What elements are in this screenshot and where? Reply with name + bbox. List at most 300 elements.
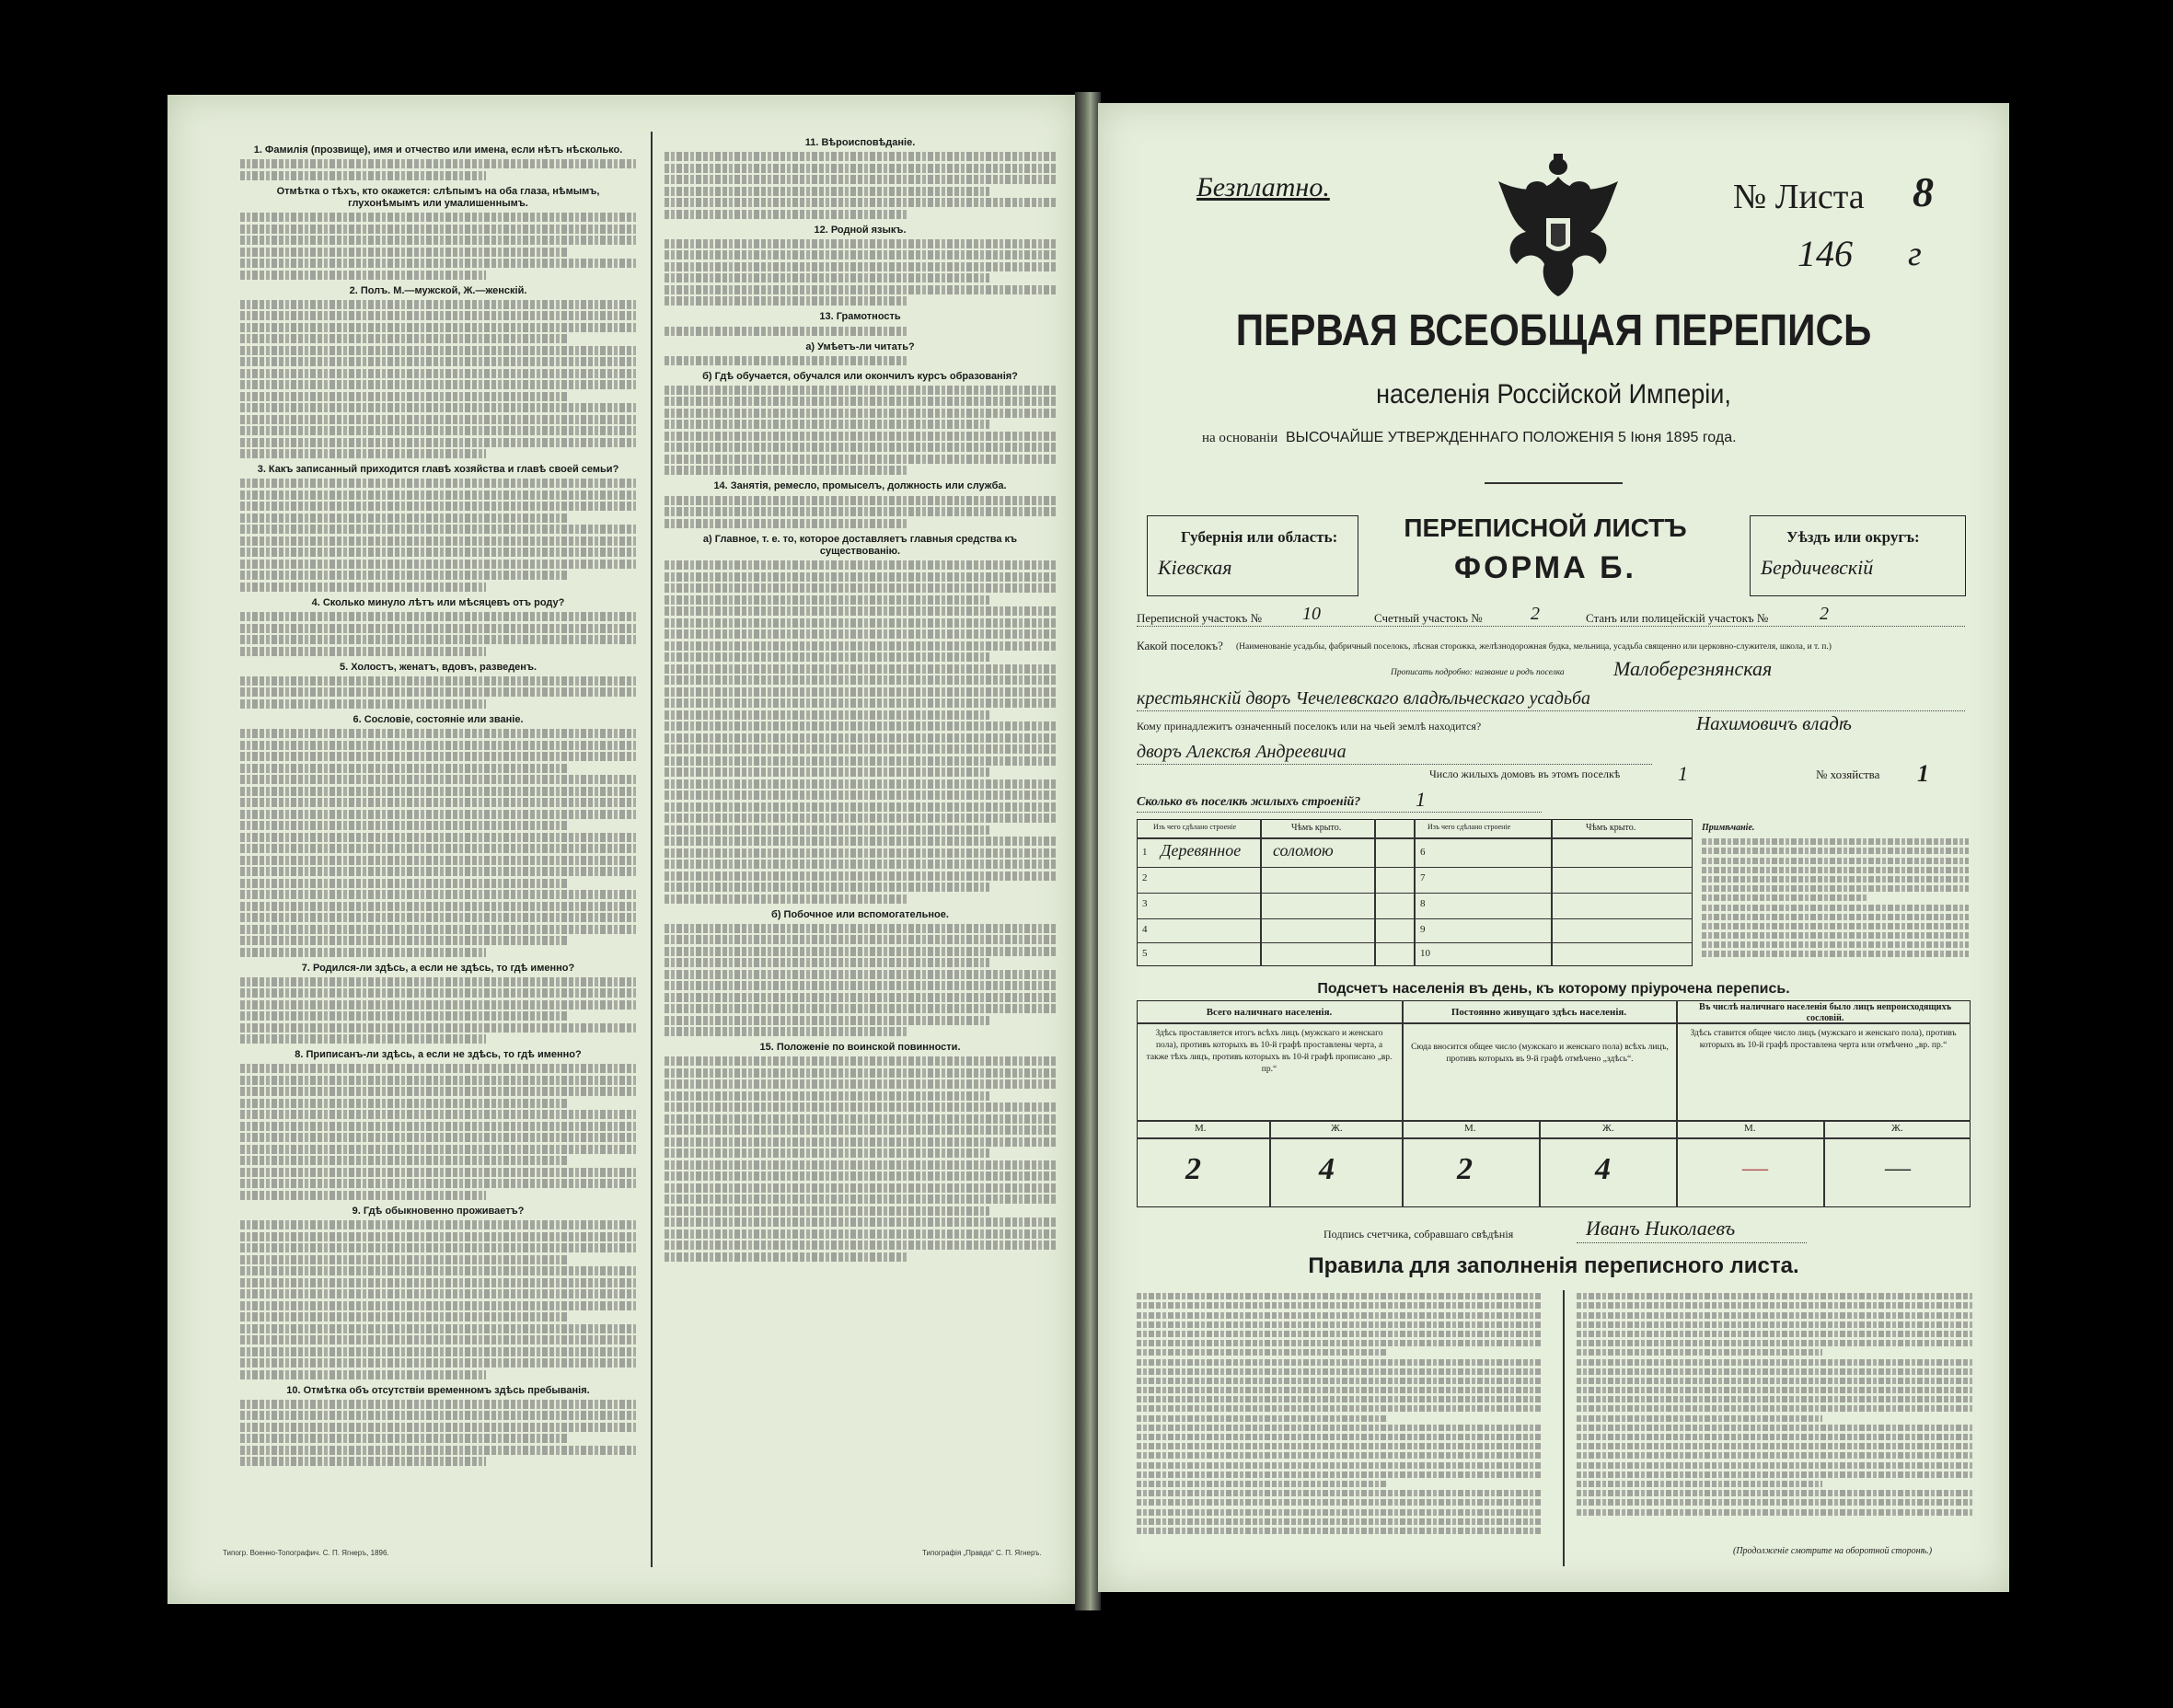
illegible-text-line — [665, 466, 907, 475]
illegible-text-line — [665, 386, 1056, 395]
illegible-text-line — [1577, 1481, 1822, 1487]
illegible-text-line — [665, 641, 1056, 651]
illegible-text-line — [240, 1133, 636, 1142]
illegible-text-line — [240, 159, 636, 168]
settlement-dotted-line — [1137, 710, 1965, 711]
illegible-text-line — [240, 988, 636, 998]
illegible-text-line — [1577, 1349, 1822, 1356]
section-heading: 12. Родной языкъ. — [814, 224, 907, 236]
dwellings-label: Число жилыхъ домовъ въ этомъ поселкѣ — [1429, 767, 1621, 780]
illegible-text-line — [665, 993, 1056, 1002]
illegible-text-line — [665, 733, 1056, 743]
bt-row-3-n: 3 — [1142, 898, 1148, 909]
ct-hline-2 — [1137, 1120, 1971, 1122]
illegible-text-line — [665, 958, 989, 967]
household-value: 1 — [1917, 760, 1929, 787]
illegible-text-line — [1577, 1396, 1972, 1402]
illegible-text-line — [665, 1229, 1056, 1239]
illegible-text-line — [240, 334, 569, 343]
illegible-text-line — [1702, 932, 1969, 939]
illegible-text-line — [1702, 905, 1969, 911]
ct-value-5: — — [1742, 1154, 1768, 1183]
illegible-text-line — [665, 894, 907, 904]
illegible-text-line — [240, 635, 636, 644]
illegible-text-line — [665, 432, 1056, 441]
illegible-text-line — [1137, 1415, 1388, 1422]
basis-prefix: на основаніи — [1202, 431, 1278, 445]
illegible-text-line — [665, 1016, 989, 1025]
illegible-text-line — [1137, 1499, 1542, 1506]
count-title: Подсчетъ населенія въ день, къ которому пріурочена перепись. — [1317, 981, 1790, 997]
bt-header-3: Изъ чего сдѣлано строеніе — [1427, 823, 1511, 831]
bt-row-line-4 — [1137, 942, 1693, 943]
illegible-text-line — [665, 262, 1056, 271]
illegible-text-line — [665, 1171, 1056, 1181]
illegible-text-line — [240, 1312, 569, 1321]
owner-value-1: Нахимовичъ владѣ — [1696, 712, 1852, 734]
section-heading: а) Главное, т. е. то, которое доставляетъ главныя средства къ существованію. — [702, 533, 1018, 557]
column-divider — [651, 132, 653, 1567]
illegible-text-line — [240, 798, 636, 807]
illegible-text-line — [240, 810, 636, 819]
illegible-text-line — [1577, 1452, 1972, 1459]
illegible-text-line — [665, 560, 1056, 570]
ct-div-m1 — [1269, 1120, 1271, 1207]
section-heading: 13. Грамотность — [819, 311, 901, 323]
illegible-text-line — [1137, 1425, 1542, 1431]
illegible-text-line — [240, 948, 486, 957]
illegible-text-line — [665, 1218, 1056, 1227]
settlement-hint-2: Прописать подробно: название и родъ поселка — [1391, 668, 1565, 677]
section-heading: 10. Отмѣтка объ отсутствіи временномъ здѣсь пребыванія. — [286, 1384, 590, 1396]
illegible-text-line — [665, 198, 1056, 207]
illegible-text-line — [240, 902, 636, 911]
illegible-text-line — [665, 455, 1056, 464]
imperial-eagle-icon — [1489, 154, 1627, 301]
illegible-text-line — [1702, 867, 1969, 873]
household-label: № хозяйства — [1816, 767, 1880, 781]
illegible-text-line — [240, 787, 636, 796]
illegible-text-line — [240, 1255, 569, 1264]
section-heading: 7. Родился-ли здѣсь, а если не здѣсь, то гдѣ именно? — [301, 962, 575, 974]
illegible-text-line — [665, 1160, 1056, 1170]
illegible-text-line — [240, 311, 636, 320]
illegible-text-line — [1577, 1434, 1972, 1440]
illegible-text-line — [665, 652, 989, 662]
ct-div-1 — [1402, 1000, 1404, 1207]
illegible-text-line — [240, 925, 636, 934]
illegible-text-line — [665, 1252, 907, 1262]
illegible-text-line — [240, 1358, 636, 1368]
illegible-text-line — [240, 1110, 636, 1119]
ct-value-1: 2 — [1185, 1152, 1201, 1186]
ct-desc-2: Сюда вносится общее число (мужскаго и женскаго пола) всѣхъ лицъ, противъ которыхъ въ 9-й графѣ отмѣчено „здѣсь“. — [1411, 1043, 1669, 1064]
illegible-text-line — [1702, 876, 1969, 883]
illegible-text-line — [240, 741, 636, 750]
illegible-text-line — [1702, 941, 1969, 948]
illegible-text-line — [665, 1056, 1056, 1066]
illegible-text-line — [1137, 1481, 1388, 1487]
illegible-text-line — [1577, 1331, 1972, 1337]
section-heading: 9. Гдѣ обыкновенно проживаетъ? — [352, 1205, 525, 1217]
illegible-text-line — [240, 1423, 636, 1432]
illegible-text-line — [240, 977, 636, 987]
bt-row-line-1 — [1137, 867, 1693, 868]
illegible-text-line — [240, 890, 636, 899]
illegible-text-line — [665, 273, 989, 283]
illegible-text-line — [1702, 894, 1867, 901]
census-title: ПЕРВАЯ ВСЕОБЩАЯ ПЕРЕПИСЬ — [1235, 306, 1872, 355]
illegible-text-line — [1702, 923, 1969, 929]
illegible-text-line — [240, 1370, 486, 1379]
sheet-number-value: 8 — [1913, 168, 1934, 215]
illegible-text-line — [665, 618, 1056, 628]
illegible-text-line — [665, 519, 907, 528]
gubernia-value: Кіевская — [1158, 556, 1232, 579]
illegible-text-line — [665, 239, 1056, 248]
police-area-value: 2 — [1820, 604, 1829, 624]
illegible-text-line — [240, 1023, 636, 1033]
ct-value-4: 4 — [1595, 1152, 1611, 1186]
gubernia-label: Губернія или область: — [1181, 528, 1338, 546]
illegible-text-line — [240, 1011, 569, 1021]
illegible-text-line — [665, 924, 1056, 933]
section-heading: а) Умѣетъ-ли читать? — [805, 340, 915, 352]
illegible-text-line — [1577, 1312, 1972, 1319]
illegible-text-line — [665, 210, 907, 219]
illegible-text-line — [240, 514, 569, 523]
signature-dotted-line — [1577, 1242, 1807, 1243]
count-area-value: 2 — [1531, 604, 1540, 624]
bt-row-6-n: 6 — [1420, 847, 1426, 858]
illegible-text-line — [1702, 914, 1969, 920]
illegible-text-line — [240, 560, 636, 569]
illegible-text-line — [665, 1004, 1056, 1013]
illegible-text-line — [665, 1102, 1056, 1112]
illegible-text-line — [665, 981, 1056, 990]
bt-row-1-material: Деревянное — [1161, 841, 1242, 860]
buildings-label: Сколько въ поселкѣ жилыхъ строеній? — [1137, 795, 1361, 809]
owner-label: Кому принадлежитъ означенный поселокъ или на чьей землѣ находится? — [1137, 720, 1482, 733]
illegible-text-line — [1702, 951, 1969, 957]
illegible-text-line — [240, 752, 636, 761]
illegible-text-line — [240, 624, 636, 633]
illegible-text-line — [665, 825, 989, 835]
sheet-number-label: № Листа — [1733, 178, 1865, 216]
illegible-text-line — [240, 1457, 486, 1466]
illegible-text-line — [1137, 1368, 1542, 1375]
illegible-text-line — [1702, 858, 1969, 864]
illegible-text-line — [1137, 1405, 1542, 1412]
bt-row-7-n: 7 — [1420, 872, 1426, 883]
illegible-text-line — [665, 698, 1056, 708]
buildings-dotted-line — [1137, 812, 1542, 813]
ct-div-2 — [1676, 1000, 1678, 1207]
illegible-text-line — [665, 285, 1056, 294]
section-heading: 4. Сколько минуло лѣтъ или мѣсяцевъ отъ роду? — [311, 596, 565, 608]
left-column-1 — [240, 139, 636, 1556]
illegible-text-line — [1577, 1509, 1972, 1516]
illegible-text-line — [665, 837, 1056, 846]
uezd-label: Уѣздъ или округъ: — [1786, 528, 1920, 546]
illegible-text-line — [240, 571, 569, 580]
illegible-text-line — [240, 764, 569, 773]
illegible-text-line — [665, 356, 907, 365]
illegible-text-line — [240, 612, 636, 621]
title-rule — [1485, 482, 1623, 484]
illegible-text-line — [240, 490, 636, 500]
illegible-text-line — [240, 867, 636, 876]
illegible-text-line — [240, 936, 569, 945]
illegible-text-line — [1577, 1415, 1822, 1422]
bt-row-1-roof: соломою — [1273, 841, 1334, 860]
illegible-text-line — [240, 1087, 636, 1096]
illegible-text-line — [240, 775, 636, 784]
handwritten-number: 146 — [1797, 233, 1853, 274]
ct-m-2: М. — [1464, 1123, 1476, 1134]
illegible-text-line — [240, 699, 486, 709]
illegible-text-line — [1137, 1359, 1542, 1366]
buildings-value: 1 — [1416, 788, 1426, 811]
ct-m-3: М. — [1744, 1123, 1756, 1134]
illegible-text-line — [1702, 848, 1969, 854]
illegible-text-line — [665, 397, 1056, 406]
section-heading: Отмѣтка о тѣхъ, кто окажется: слѣпымъ на оба глаза, нѣмымъ, глухонѣмымъ или умалишеннымъ. — [276, 185, 600, 209]
settlement-value-1: Малоберезнянская — [1613, 657, 1773, 680]
illegible-text-line — [665, 1183, 1056, 1193]
illegible-text-line — [665, 175, 1056, 184]
bt-header-4: Чѣмъ крыто. — [1586, 823, 1636, 833]
illegible-text-line — [240, 548, 636, 557]
basis-line: ВЫСОЧАЙШЕ УТВЕРЖДЕННАГО ПОЛОЖЕНІЯ 5 Іюня 1895 года. — [1286, 430, 1737, 445]
illegible-text-line — [240, 879, 569, 888]
census-subtitle: населенія Россійской Имперіи, — [1376, 379, 1731, 410]
settlement-label: Какой поселокъ? — [1137, 639, 1223, 652]
ct-desc-3: Здѣсь ставится общее число лицъ (мужскаго и женскаго пола), противъ которыхъ въ 10-й графѣ проставлена черта или отмѣчено „вр. пр.“ — [1690, 1029, 1957, 1050]
illegible-text-line — [240, 438, 636, 447]
illegible-text-line — [240, 1335, 636, 1344]
illegible-text-line — [240, 323, 636, 332]
right-page — [1098, 103, 2009, 1592]
illegible-text-line — [240, 248, 569, 257]
illegible-text-line — [665, 970, 1056, 979]
illegible-text-line — [240, 1324, 636, 1333]
illegible-text-line — [240, 357, 636, 366]
bt-row-5-n: 5 — [1142, 948, 1148, 959]
illegible-text-line — [665, 1194, 1056, 1204]
illegible-text-line — [665, 791, 1056, 800]
illegible-text-line — [240, 1220, 636, 1229]
rules-column-2 — [1577, 1290, 1972, 1566]
rules-column-1 — [1137, 1290, 1542, 1566]
left-page — [168, 95, 1077, 1604]
illegible-text-line — [240, 403, 636, 412]
illegible-text-line — [240, 479, 636, 488]
bt-row-8-n: 8 — [1420, 898, 1426, 909]
left-footer-1: Типогр. Военно-Топографич. С. П. Ягнеръ, 1896. — [223, 1549, 389, 1557]
illegible-text-line — [1137, 1378, 1542, 1384]
illegible-text-line — [665, 1125, 1056, 1135]
section-heading: б) Гдѣ обучается, обучался или окончилъ курсъ образованія? — [702, 370, 1018, 382]
bt-header-2: Чѣмъ крыто. — [1291, 823, 1342, 833]
illegible-text-line — [665, 1114, 1056, 1124]
illegible-text-line — [240, 1145, 636, 1154]
section-heading: 15. Положеніе по воинской повинности. — [759, 1042, 961, 1054]
illegible-text-line — [240, 1289, 636, 1298]
bt-row-9-n: 9 — [1420, 924, 1426, 935]
illegible-text-line — [240, 687, 636, 697]
illegible-text-line — [240, 225, 636, 234]
illegible-text-line — [240, 647, 486, 656]
form-name: ФОРМА Б. — [1454, 550, 1636, 585]
rules-title: Правила для заполненія переписного листа. — [1308, 1253, 1799, 1278]
section-heading: 1. Фамилія (прозвище), имя и отчество или имена, если нѣтъ нѣсколько. — [253, 144, 623, 156]
rules-continue: (Продолженіе смотрите на оборотной сторонѣ.) — [1733, 1546, 1933, 1556]
illegible-text-line — [1577, 1387, 1972, 1393]
ct-desc-1: Здѣсь проставляется итогъ всѣхъ лицъ (мужскаго и женскаго пола), противъ которыхъ въ 10-й графѣ проставлены черта, а также тѣхъ лицъ, противъ которыхъ въ 10-й графѣ прописано „вр. пр.“ — [1146, 1029, 1393, 1074]
illegible-text-line — [665, 1079, 1056, 1089]
illegible-text-line — [1577, 1443, 1972, 1449]
illegible-text-line — [1577, 1378, 1972, 1384]
book-spine — [1075, 92, 1101, 1610]
illegible-text-line — [240, 502, 636, 511]
illegible-text-line — [665, 187, 989, 196]
signature-value: Иванъ Николаевъ — [1586, 1217, 1736, 1240]
illegible-text-line — [240, 300, 636, 309]
section-heading: 14. Занятія, ремесло, промыселъ, должность или служба. — [713, 480, 1007, 492]
illegible-text-line — [665, 848, 1056, 858]
illegible-text-line — [665, 687, 1056, 697]
ct-div-m2 — [1539, 1120, 1541, 1207]
illegible-text-line — [1137, 1387, 1542, 1393]
bt-row-1-n: 1 — [1142, 847, 1148, 858]
illegible-text-line — [240, 1168, 636, 1177]
illegible-text-line — [1577, 1359, 1972, 1366]
illegible-text-line — [240, 583, 486, 592]
illegible-text-line — [240, 1232, 636, 1241]
illegible-text-line — [240, 346, 636, 355]
ct-header-2: Постоянно живущаго здѣсь населенія. — [1451, 1007, 1627, 1018]
section-heading: 2. Полъ. М.—мужской, Ж.—женскій. — [349, 284, 527, 296]
illegible-text-line — [1137, 1293, 1542, 1299]
illegible-text-line — [240, 1347, 636, 1356]
section-heading: б) Побочное или вспомогательное. — [771, 908, 949, 920]
section-heading: 8. Приписанъ-ли здѣсь, а если не здѣсь, то гдѣ именно? — [295, 1049, 582, 1061]
illegible-text-line — [240, 380, 636, 389]
section-heading: 11. Вѣроисповѣданіе. — [804, 137, 916, 148]
illegible-text-line — [665, 664, 1056, 674]
bt-row-4-n: 4 — [1142, 924, 1148, 935]
ct-value-6: — — [1885, 1154, 1911, 1183]
illegible-text-line — [1137, 1434, 1542, 1440]
illegible-text-line — [665, 572, 1056, 582]
illegible-text-line — [1577, 1293, 1972, 1299]
section-heading: 6. Сословіе, состояніе или званіе. — [353, 713, 524, 725]
illegible-text-line — [665, 860, 1056, 869]
ct-header-3: Въ числѣ наличнаго населенія было лицъ непроисходящихъ сословій. — [1698, 1002, 1952, 1023]
ct-hline-3 — [1137, 1137, 1971, 1139]
illegible-text-line — [240, 525, 636, 534]
area-dotted-line — [1137, 626, 1965, 627]
illegible-text-line — [240, 1064, 636, 1073]
illegible-text-line — [665, 583, 1056, 593]
illegible-text-line — [240, 821, 569, 830]
illegible-text-line — [665, 507, 1056, 516]
illegible-text-line — [665, 409, 1056, 418]
illegible-text-line — [665, 947, 1056, 956]
illegible-text-line — [1577, 1499, 1972, 1506]
dwellings-value: 1 — [1678, 762, 1688, 785]
illegible-text-line — [665, 814, 1056, 823]
illegible-text-line — [665, 443, 1056, 452]
illegible-text-line — [240, 426, 636, 435]
illegible-text-line — [1137, 1331, 1542, 1337]
illegible-text-line — [1137, 1509, 1542, 1516]
illegible-text-line — [665, 883, 989, 892]
police-area-label: Станъ или полицейскій участокъ № — [1586, 611, 1769, 625]
illegible-text-line — [665, 152, 1056, 161]
illegible-text-line — [1137, 1302, 1542, 1309]
illegible-text-line — [240, 271, 486, 280]
illegible-text-line — [240, 369, 636, 378]
illegible-text-line — [665, 1241, 1056, 1250]
census-area-label: Переписной участокъ № — [1137, 611, 1263, 625]
form-title: ПЕРЕПИСНОЙ ЛИСТЪ — [1404, 514, 1687, 542]
illegible-text-line — [240, 537, 636, 546]
ct-value-3: 2 — [1457, 1152, 1473, 1186]
uezd-value: Бердичевскій — [1761, 556, 1874, 579]
illegible-text-line — [240, 213, 636, 222]
illegible-text-line — [665, 250, 1056, 260]
illegible-text-line — [1577, 1302, 1972, 1309]
illegible-text-line — [1137, 1490, 1542, 1496]
illegible-text-line — [1137, 1528, 1542, 1534]
owner-dotted-line — [1137, 764, 1652, 765]
note-title: Примѣчаніе. — [1702, 823, 1755, 833]
illegible-text-line — [240, 844, 636, 853]
illegible-text-line — [665, 1027, 907, 1036]
illegible-text-line — [240, 1191, 486, 1200]
owner-value-2: дворъ Алексѣя Андреевича — [1137, 742, 1347, 762]
illegible-text-line — [240, 1000, 636, 1010]
ct-zh-1: Ж. — [1331, 1123, 1343, 1134]
bt-header-line — [1137, 837, 1693, 839]
illegible-text-line — [665, 871, 1056, 881]
illegible-text-line — [665, 710, 989, 720]
section-heading: 3. Какъ записанный приходится главѣ хозяйства и главѣ своей семьи? — [257, 464, 619, 476]
illegible-text-line — [665, 802, 1056, 812]
illegible-text-line — [665, 327, 907, 336]
illegible-text-line — [240, 856, 636, 865]
illegible-text-line — [665, 1148, 989, 1158]
illegible-text-line — [1137, 1349, 1388, 1356]
illegible-text-line — [665, 606, 1056, 616]
illegible-text-line — [240, 449, 486, 458]
illegible-text-line — [240, 1179, 636, 1188]
illegible-text-line — [1137, 1396, 1542, 1402]
ct-m-1: М. — [1195, 1123, 1207, 1134]
left-column-2 — [665, 132, 1056, 1558]
illegible-text-line — [1137, 1443, 1542, 1449]
illegible-text-line — [665, 756, 1056, 766]
ct-header-1: Всего наличнаго населенія. — [1206, 1007, 1333, 1018]
illegible-text-line — [240, 1301, 636, 1310]
illegible-text-line — [1577, 1490, 1972, 1496]
illegible-text-line — [1137, 1452, 1542, 1459]
illegible-text-line — [665, 164, 1056, 173]
ct-value-2: 4 — [1319, 1152, 1335, 1186]
ct-zh-3: Ж. — [1891, 1123, 1903, 1134]
